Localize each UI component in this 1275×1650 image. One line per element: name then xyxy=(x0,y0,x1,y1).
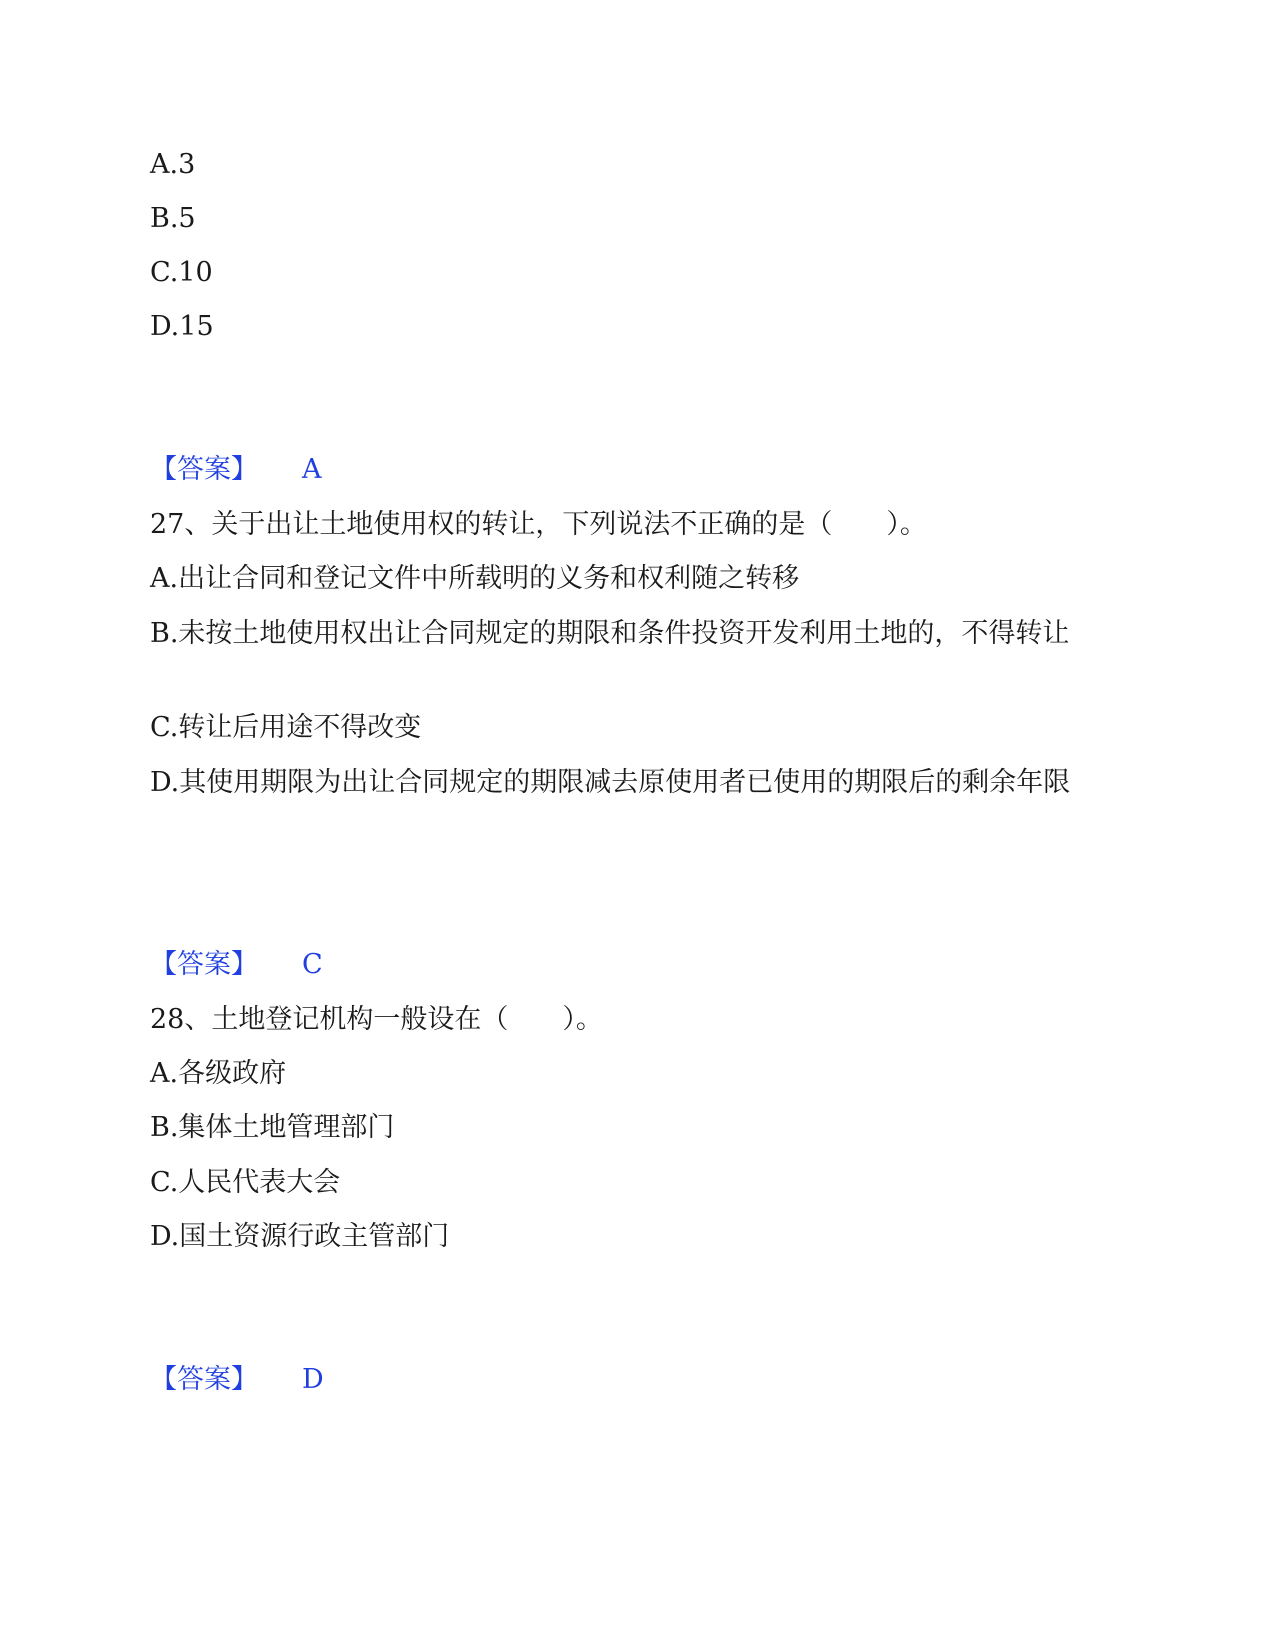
answer-value: A xyxy=(302,454,322,485)
prev-option-d: D.15 xyxy=(150,311,214,342)
q28-option-c: C.人民代表大会 xyxy=(150,1167,341,1198)
prev-option-b: B.5 xyxy=(150,203,196,234)
prev-option-c: C.10 xyxy=(150,257,213,288)
q27-option-c: C.转让后用途不得改变 xyxy=(150,712,422,743)
question-27-stem: 27、关于出让土地使用权的转让，下列说法不正确的是（ ）。 xyxy=(150,509,927,540)
q28-option-b: B.集体土地管理部门 xyxy=(150,1112,395,1143)
question-28-stem: 28、土地登记机构一般设在（ ）。 xyxy=(150,1004,603,1035)
q28-answer-row xyxy=(150,1360,324,1400)
answer-value: C xyxy=(302,949,323,980)
answer-label: 【答案】 xyxy=(150,949,258,980)
answer-label: 【答案】 xyxy=(150,454,258,485)
answer-value: D xyxy=(302,1364,324,1395)
q28-option-d: D.国土资源行政主管部门 xyxy=(150,1221,450,1252)
q27-option-a: A.出让合同和登记文件中所载明的义务和权利随之转移 xyxy=(150,563,800,594)
q27-answer-row xyxy=(150,945,323,985)
q27-option-d: D.其使用期限为出让合同规定的期限减去原使用者已使用的期限后的剩余年限 xyxy=(150,767,1071,798)
prev-answer-row xyxy=(150,450,322,490)
q27-option-b: B.未按土地使用权出让合同规定的期限和条件投资开发利用土地的，不得转让 xyxy=(150,618,1070,649)
q28-option-a: A.各级政府 xyxy=(150,1058,287,1089)
prev-option-a: A.3 xyxy=(150,149,196,180)
answer-label: 【答案】 xyxy=(150,1364,258,1395)
